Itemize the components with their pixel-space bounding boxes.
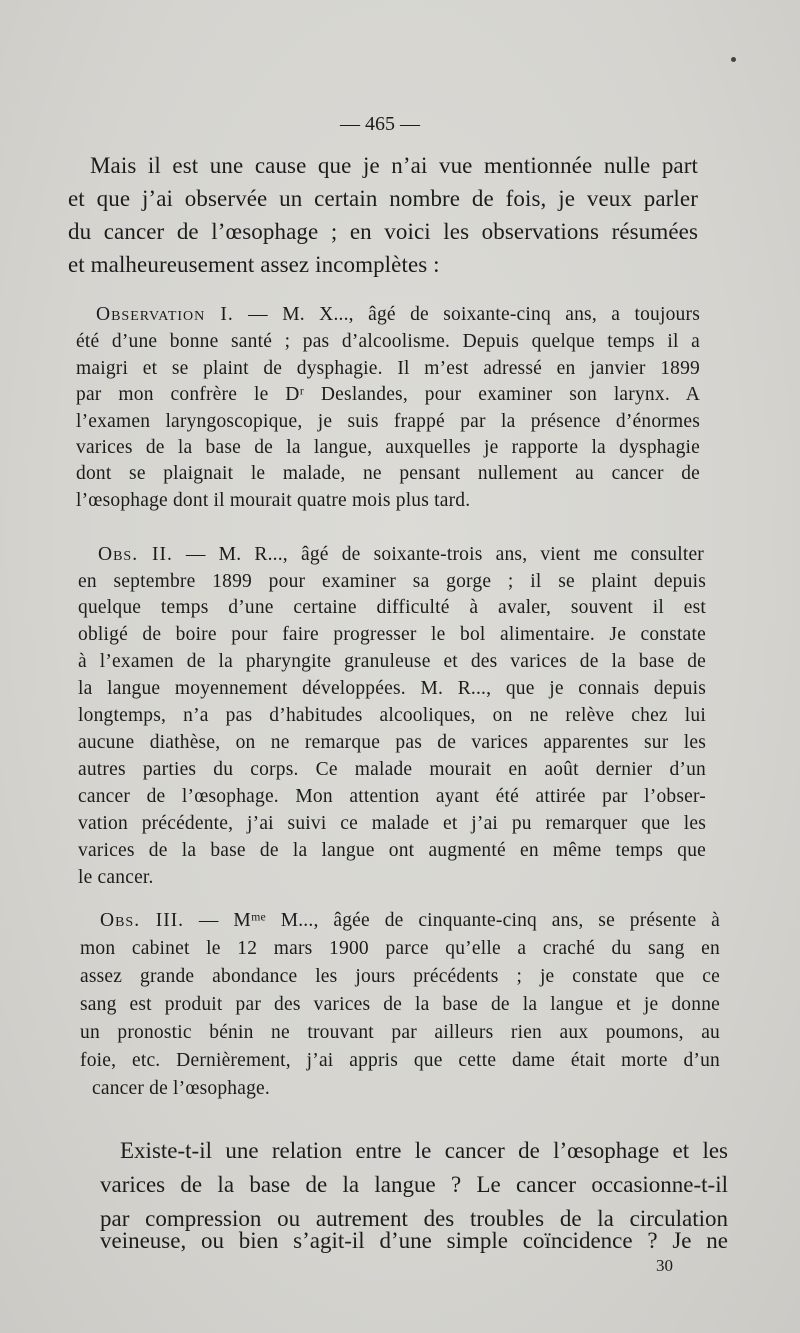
obs2-line: quelque temps d’une certaine difficulté à avaler, souvent il est bbox=[78, 597, 706, 618]
obs2-line: à l’examen de la pharyngite granuleuse et des varices de la base de bbox=[78, 651, 706, 672]
conclusion-line: Existe-t-il une relation entre le cancer de l’œsophage et les bbox=[120, 1138, 728, 1163]
obs2-line: cancer de l’œsophage. Mon attention ayant été attirée par l’obser- bbox=[78, 786, 706, 807]
conclusion-line: par compression ou autrement des troubles de la circulation bbox=[100, 1206, 728, 1231]
obs3-line: sang est produit par des varices de la base de la langue et je donne bbox=[80, 994, 720, 1015]
obs2-line: longtemps, n’a pas d’habitudes alcooliques, on ne relève chez lui bbox=[78, 705, 706, 726]
obs2-line: autres parties du corps. Ce malade mourait en août dernier d’un bbox=[78, 759, 706, 780]
obs2-line: le cancer. bbox=[78, 867, 154, 888]
obs1-line: varices de la base de la langue, auxquelles je rapporte la dysphagie bbox=[76, 437, 700, 458]
obs1-label: Observation I. bbox=[96, 304, 234, 325]
intro-line: et que j’ai observée un certain nombre de fois, je veux parler bbox=[68, 186, 698, 211]
intro-line: et malheureusement assez incomplètes : bbox=[68, 252, 440, 277]
obs2-label: Obs. II. bbox=[98, 544, 173, 565]
obs1-line: été d’une bonne santé ; pas d’alcoolisme. Depuis quelque temps il a bbox=[76, 331, 700, 352]
conclusion-line: varices de la base de la langue ? Le cancer occasionne-t-il bbox=[100, 1172, 728, 1197]
obs2-line: la langue moyennement développées. M. R..., que je connais depuis bbox=[78, 678, 706, 699]
obs2-line: varices de la base de la langue ont augmenté en même temps que bbox=[78, 840, 706, 861]
obs2-line: Obs. II. — M. R..., âgé de soixante-trois ans, vient me consulter bbox=[98, 544, 704, 565]
conclusion-line: veineuse, ou bien s’agit-il d’une simple coïncidence ? Je ne bbox=[100, 1228, 728, 1253]
obs1-line: dont se plaignait le malade, ne pensant nullement au cancer de bbox=[76, 463, 700, 484]
obs3-line: Obs. III. — Mᵐᵉ M..., âgée de cinquante-cinq ans, se présente à bbox=[100, 910, 720, 931]
signature-mark: 30 bbox=[656, 1256, 673, 1275]
intro-line: du cancer de l’œsophage ; en voici les observations résumées bbox=[68, 219, 698, 244]
obs1-line: l’examen laryngoscopique, je suis frappé par la présence d’énormes bbox=[76, 411, 700, 432]
obs2-line: vation précédente, j’ai suivi ce malade et j’ai pu remarquer que les bbox=[78, 813, 706, 834]
obs3-line: un pronostic bénin ne trouvant par ailleurs rien aux poumons, au bbox=[80, 1022, 720, 1043]
obs2-line: aucune diathèse, on ne remarque pas de varices apparentes sur les bbox=[78, 732, 706, 753]
obs1-line: l’œsophage dont il mourait quatre mois plus tard. bbox=[76, 490, 471, 511]
obs2-line: obligé de boire pour faire progresser le bol alimentaire. Je constate bbox=[78, 624, 706, 645]
obs3-label: Obs. III. bbox=[100, 910, 185, 931]
obs3-line: assez grande abondance les jours précédents ; je constate que ce bbox=[80, 966, 720, 987]
intro-line: Mais il est une cause que je n’ai vue mentionnée nulle part bbox=[90, 153, 698, 178]
obs1-line: maigri et se plaint de dysphagie. Il m’est adressé en janvier 1899 bbox=[76, 358, 700, 379]
obs1-line: par mon confrère le Dʳ Deslandes, pour examiner son larynx. A bbox=[76, 384, 700, 405]
obs3-line: foie, etc. Dernièrement, j’ai appris que cette dame était morte d’un bbox=[80, 1050, 720, 1071]
page-number: — 465 — bbox=[340, 113, 420, 135]
obs3-line: cancer de l’œsophage. bbox=[92, 1078, 270, 1099]
ink-spot bbox=[731, 57, 736, 62]
obs1-line: Observation I. — M. X..., âgé de soixante-cinq ans, a toujours bbox=[96, 304, 700, 325]
obs2-line: en septembre 1899 pour examiner sa gorge ; il se plaint depuis bbox=[78, 571, 706, 592]
obs3-line: mon cabinet le 12 mars 1900 parce qu’elle a craché du sang en bbox=[80, 938, 720, 959]
